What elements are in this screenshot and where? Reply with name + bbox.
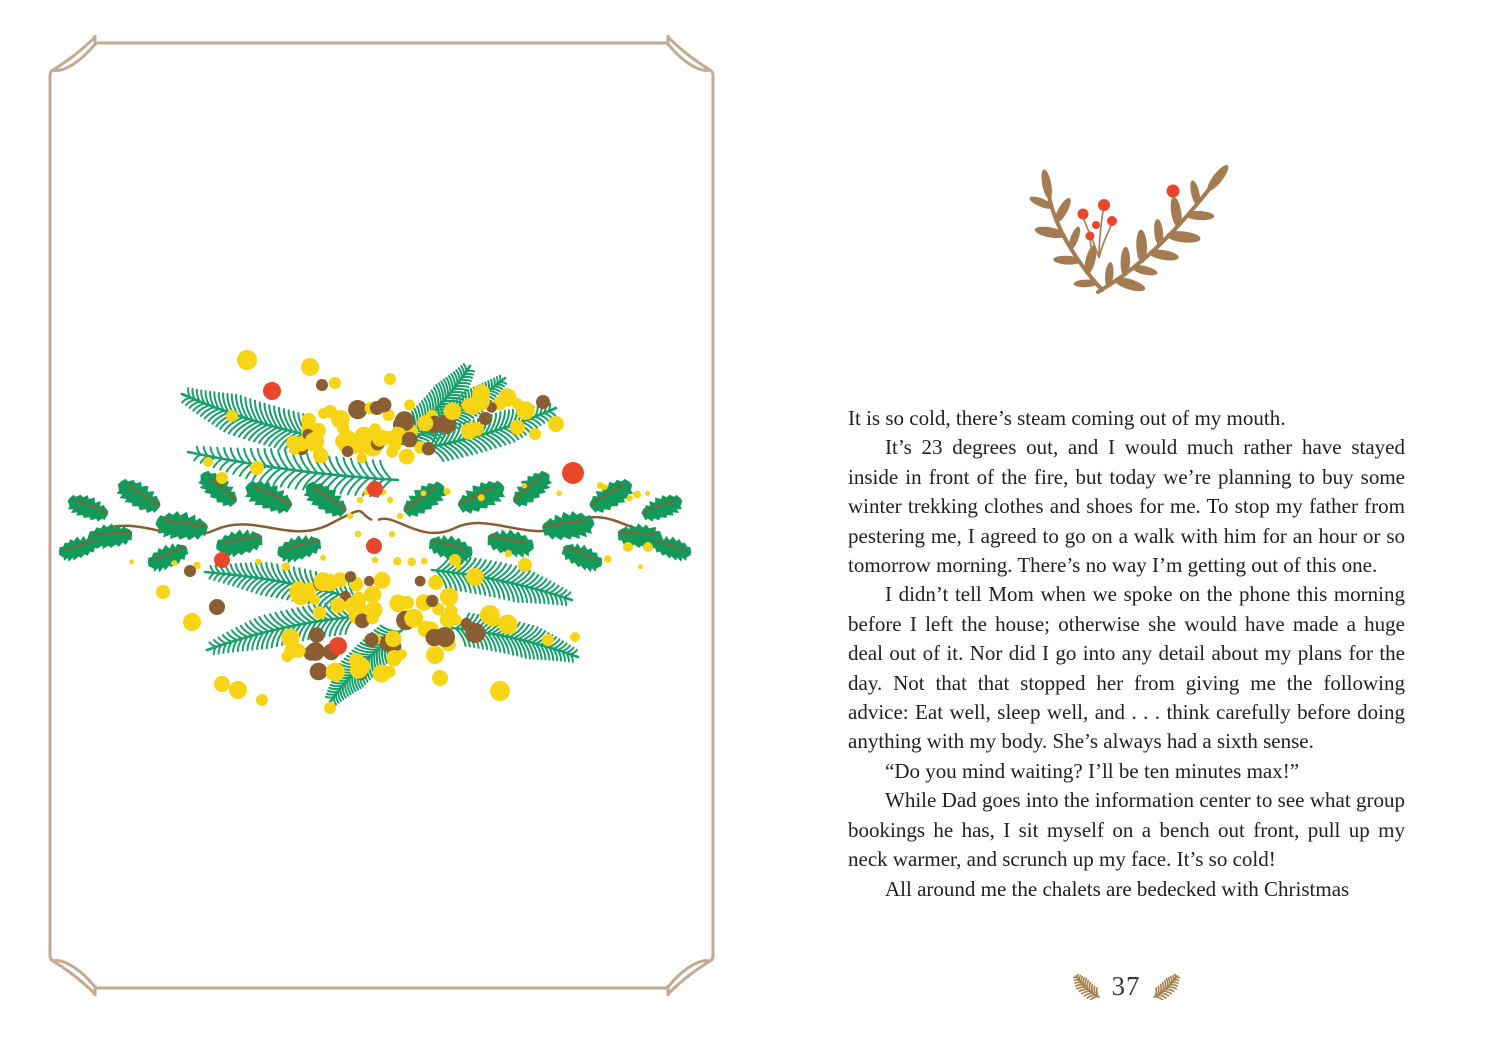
leaf-sprig-right-icon (1150, 973, 1180, 1000)
right-page (750, 0, 1500, 1050)
page-footer (1061, 964, 1191, 1008)
paragraph: All around me the chalets are bedecked with Christmas (885, 876, 1350, 901)
paragraph: “Do you mind waiting? I’ll be ten minutes max!” (885, 758, 1300, 783)
paragraph: It’s 23 degrees out, and I would much rather have stayed inside in front of the fire, but today we’re planning to buy some winter trekking clothes and shoes for me. To stop my father from pestering me, I agreed to go on a walk with him for an hour or so tomorrow morning. There’s no way I’m getting out of this one. (848, 435, 1405, 578)
berry-branch-ornament (1000, 150, 1260, 320)
body-text (848, 404, 1405, 904)
page-number: 37 (1111, 970, 1141, 1001)
paragraph: It is so cold, there’s steam coming out of my mouth. (848, 406, 1286, 430)
paragraph: While Dad goes into the information center to see what group bookings he has, I sit myself on a bench out front, pull up my neck warmer, and scrunch up my face. It’s so cold! (848, 788, 1405, 872)
leaf-sprig-left-icon (1073, 973, 1103, 1000)
paragraph: I didn’t tell Mom when we spoke on the phone this morning before I left the house; otherwise she would have made a huge deal out of it. Nor did I go into any detail about my plans for the day. Not that that stopped her from giving me the following advice: Eat well, sleep well, and . . . think carefully before doing anything with my body. She’s always had a sixth sense. (848, 582, 1405, 754)
